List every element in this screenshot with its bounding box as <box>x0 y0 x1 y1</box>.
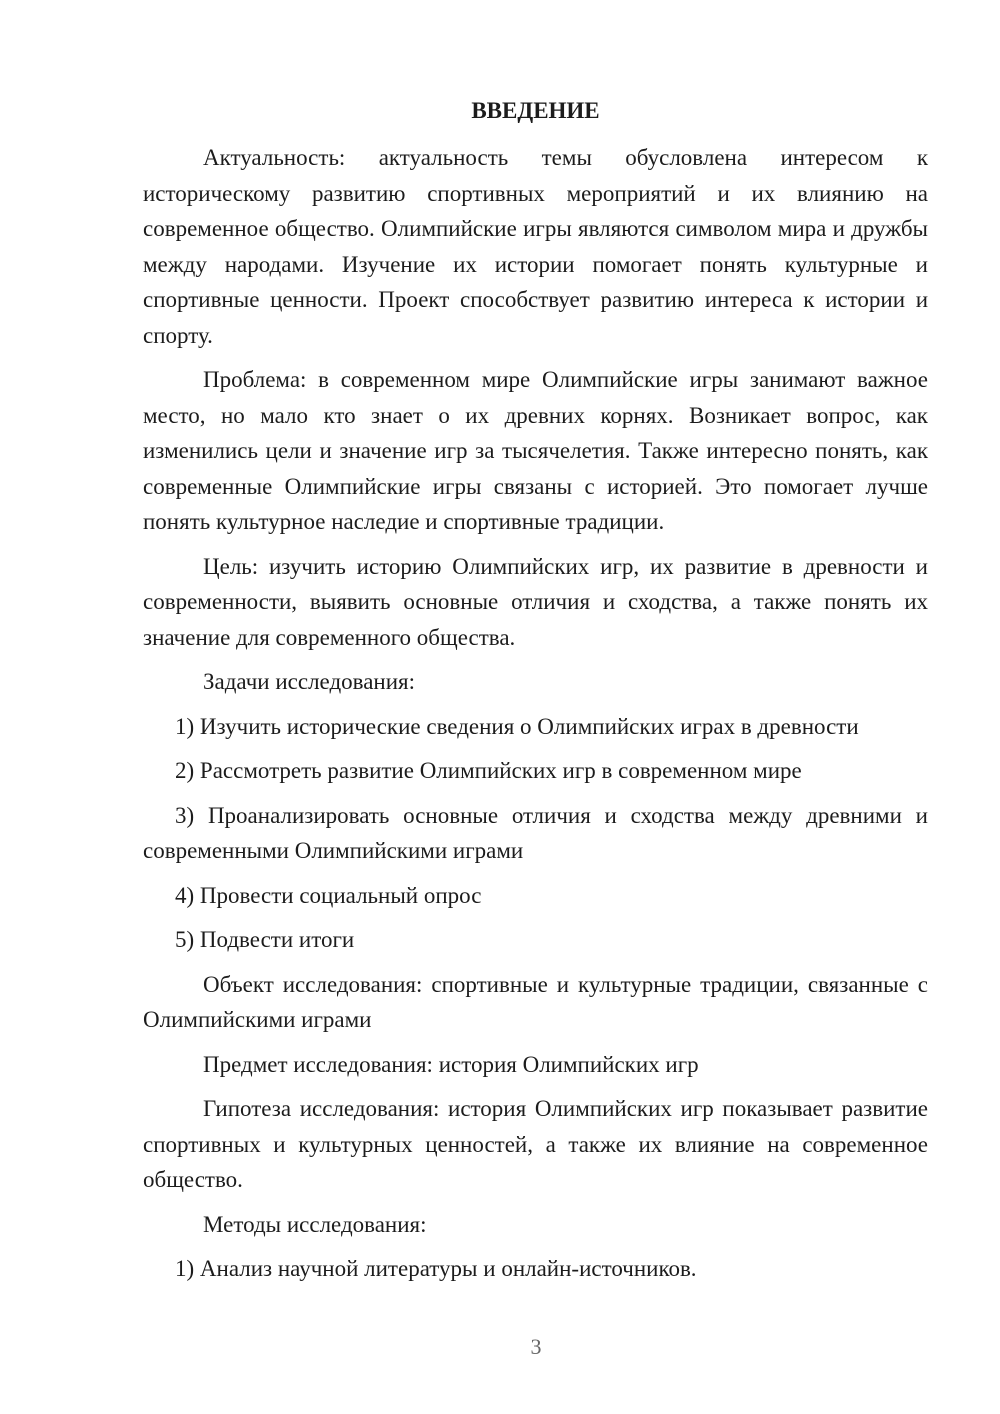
page-heading: ВВЕДЕНИЕ <box>471 98 600 123</box>
page-number: 3 <box>530 1334 542 1359</box>
methods-title: Методы исследования: <box>203 1211 427 1237</box>
tasks-title: Задачи исследования: <box>203 669 416 694</box>
paragraph-object: Объект исследования: спортивные и культурные традиции, связанные с Олимпийскими играми <box>143 971 928 1032</box>
paragraph-relevance: Актуальность: актуальность темы обусловлена интересом к историческому развитию спортивных мероприятий и их влиянию на современное общество. Олимпийские игры являются символом мира и дружбы между народами. Изучение их истории помогает понять культурные и спортивные ценности. Проект способствует развитию интереса к истории и спорту. <box>143 145 928 348</box>
task-item: 4) Провести социальный опрос <box>175 882 482 908</box>
task-item: 2) Рассмотреть развитие Олимпийских игр в современном мире <box>175 758 802 783</box>
method-item: 1) Анализ научной литературы и онлайн-источников. <box>175 1256 697 1281</box>
document-body <box>143 140 928 1296</box>
paragraph-problem: Проблема: в современном мире Олимпийские игры занимают важное место, но мало кто знает о их древних корнях. Возникает вопрос, как изменились цели и значение игр за тысячелетия. Также интересно понять, как современные Олимпийские игры связаны с историей. Это помогает лучше понять культурное наследие и спортивные традиции. <box>143 367 928 534</box>
paragraph-goal: Цель: изучить историю Олимпийских игр, их развитие в древности и современности, выявить основные отличия и сходства, а также понять их значение для современного общества. <box>143 553 928 650</box>
paragraph-hypothesis: Гипотеза исследования: история Олимпийских игр показывает развитие спортивных и культурных ценностей, а также их влияние на современное общество. <box>143 1096 928 1192</box>
task-item: 1) Изучить исторические сведения о Олимпийских играх в древности <box>175 713 859 739</box>
paragraph-subject: Предмет исследования: история Олимпийских игр <box>203 1051 699 1077</box>
task-item: 3) Проанализировать основные отличия и сходства между древними и современными Олимпийскими играми <box>143 802 928 863</box>
task-item: 5) Подвести итоги <box>175 927 355 952</box>
